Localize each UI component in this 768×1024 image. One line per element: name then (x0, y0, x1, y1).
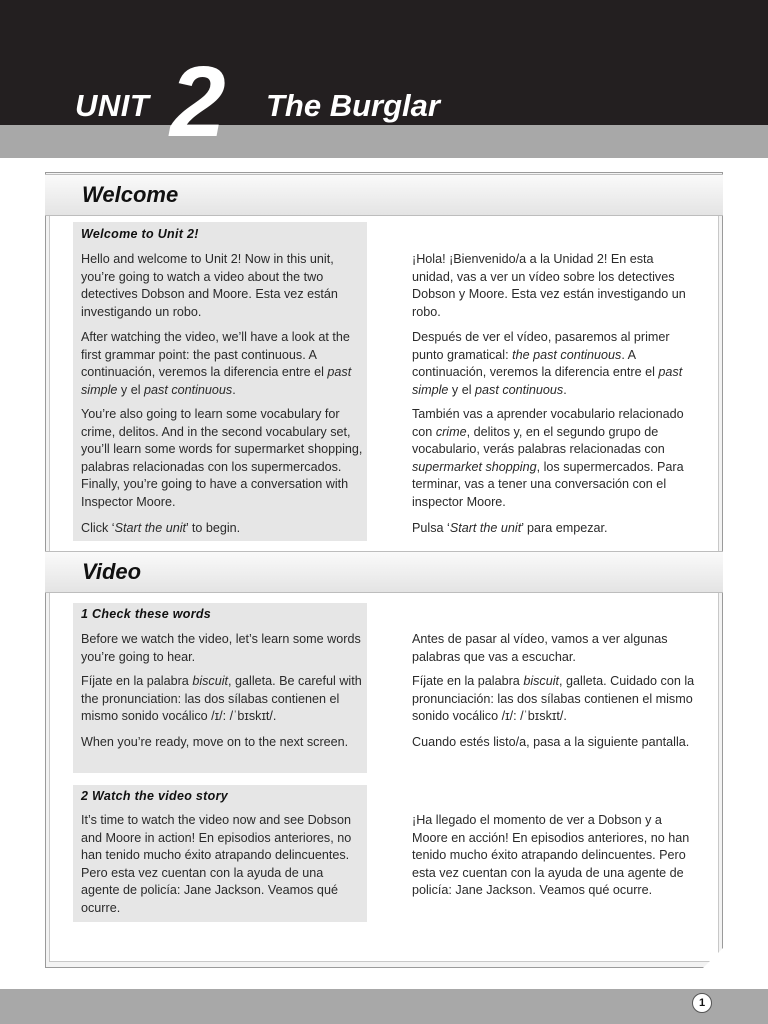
welcome-block-title: Welcome to Unit 2! (81, 227, 199, 241)
video-block2-es-paragraph-1: ¡Ha llegado el momento de ver a Dobson y a Moore en acción! En episodios anteriores, no han tenido mucho éxito atrapando delincuentes. Pero esta vez cuentan con la ayuda de una agente de policía: Jane Jackson. Veamos qué ocurre. (412, 813, 690, 898)
video-section-header (45, 551, 723, 593)
video-block1-en-paragraph-3: When you’re ready, move on to the next screen. (81, 735, 349, 749)
video-block1-es-paragraph-2: Fíjate en la palabra biscuit, galleta. Cuidado con la pronunciación: las dos sílabas contienen el mismo sonido vocálico /ɪ/: /ˈbɪskɪt/. (412, 674, 695, 724)
welcome-heading: Welcome (82, 182, 179, 207)
welcome-en-paragraph-1: Hello and welcome to Unit 2! Now in this unit, you’re going to watch a video about the two detectives Dobson and Moore. Esta vez están investigando un robo. (81, 252, 338, 319)
welcome-en-paragraph-2: After watching the video, we’ll have a look at the first grammar point: the past continuous. A continuación, veremos la diferencia entre el past simple y el past continuous. (81, 330, 352, 397)
unit-title: The Burglar (266, 88, 440, 123)
welcome-es-paragraph-1: ¡Hola! ¡Bienvenido/a a la Unidad 2! En esta unidad, vas a ver un vídeo sobre los detectives Dobson y Moore. Esta vez están investigando un robo. (412, 252, 686, 319)
welcome-es-paragraph-4: Pulsa ‘Start the unit’ para empezar. (412, 521, 608, 535)
welcome-es-paragraph-2: Después de ver el vídeo, pasaremos al primer punto gramatical: the past continuous. A continuación, veremos la diferencia entre el past simple y el past continuous. (412, 330, 683, 397)
video-heading: Video (82, 559, 142, 584)
video-block1-es-paragraph-3: Cuando estés listo/a, pasa a la siguiente pantalla. (412, 735, 690, 749)
welcome-en-paragraph-3: You’re also going to learn some vocabulary for crime, delitos. And in the second vocabulary set, you’ll learn some words for supermarket shopping, palabras relacionadas con los supermercados. Finally, you’re going to have a conversation with Inspector Moore. (81, 407, 363, 509)
video-block1-en-paragraph-2: Fíjate en la palabra biscuit, galleta. Be careful with the pronunciation: las dos sílabas contienen el mismo sonido vocálico /ɪ/: /ˈbɪskɪt/. (81, 674, 362, 724)
video-block1-en-paragraph-1: Before we watch the video, let’s learn some words you’re going to hear. (81, 632, 361, 664)
watch-video-title: 2 Watch the video story (81, 789, 228, 803)
unit-number: 2 (170, 46, 222, 158)
footer-band (0, 989, 768, 1024)
welcome-section-header (45, 174, 723, 216)
unit-label: UNIT (75, 88, 150, 123)
welcome-es-paragraph-3: También vas a aprender vocabulario relacionado con crime, delitos y, en el segundo grupo de vocabulario, verás palabras relacionadas con supermarket shopping, los supermercados. Para terminar, vas a tener una conversación con el inspector Moore. (412, 407, 684, 509)
check-words-title: 1 Check these words (81, 607, 212, 621)
video-block1-es-paragraph-1: Antes de pasar al vídeo, vamos a ver algunas palabras que vas a escuchar. (412, 632, 668, 664)
welcome-en-paragraph-4: Click ‘Start the unit’ to begin. (81, 521, 241, 535)
header-grey-band (0, 125, 768, 158)
panel-corner-fold (703, 947, 724, 968)
page-number: 1 (692, 993, 712, 1013)
video-block2-en-paragraph-1: It’s time to watch the video now and see Dobson and Moore in action! En episodios anteriores, no han tenido mucho éxito atrapando delincuentes. Pero esta vez cuentan con la ayuda de una agente de policía: Jane Jackson. Veamos qué ocurre. (81, 813, 352, 915)
